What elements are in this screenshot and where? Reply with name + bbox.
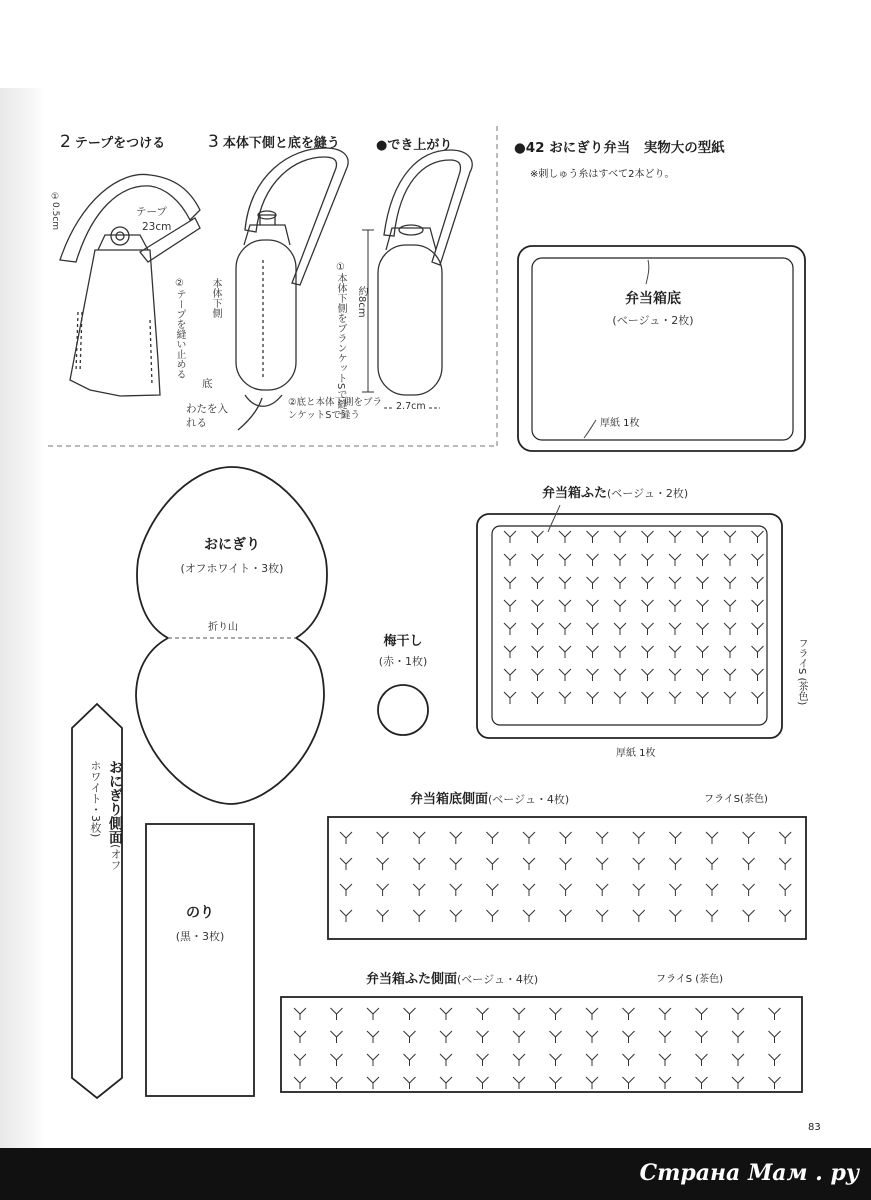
- fly-stitch-mark: [532, 531, 544, 543]
- fly-stitch-mark: [523, 910, 535, 922]
- fly-stitch-mark: [724, 600, 736, 612]
- fly-stitch-mark: [732, 1077, 744, 1089]
- fly-stitch-mark: [440, 1054, 452, 1066]
- fly-stitch-mark: [724, 669, 736, 681]
- fold-line-label: 折り山: [208, 622, 238, 633]
- fly-stitch-mark: [377, 910, 389, 922]
- fly-stitch-mark: [669, 531, 681, 543]
- fly-stitch-mark: [752, 692, 764, 704]
- fly-stitch-mark: [477, 1077, 489, 1089]
- fly-stitch-mark: [659, 1054, 671, 1066]
- width-dimension: 2.7cm: [396, 401, 426, 412]
- fly-stitch-mark: [669, 623, 681, 635]
- fly-stitch-mark: [513, 1008, 525, 1020]
- step2-note-sew: ②テープを縫い止める: [174, 278, 185, 379]
- fly-stitch-mark: [614, 692, 626, 704]
- fly-stitch-mark: [596, 884, 608, 896]
- fly-stitch-mark: [614, 669, 626, 681]
- fly-stitch-mark: [669, 910, 681, 922]
- fly-stitch-mark: [669, 577, 681, 589]
- fly-stitch-mark: [450, 858, 462, 870]
- fly-stitch-mark: [550, 1031, 562, 1043]
- fly-stitch-mark: [697, 669, 709, 681]
- fly-stitch-mark: [779, 910, 791, 922]
- box-lid-side-pattern: [281, 997, 802, 1092]
- fly-stitch-mark: [587, 554, 599, 566]
- fly-stitch-mark: [623, 1008, 635, 1020]
- fly-stitch-mark: [642, 554, 654, 566]
- fly-stitch-mark: [587, 577, 599, 589]
- fly-stitch-mark: [587, 646, 599, 658]
- fly-stitch-mark: [587, 692, 599, 704]
- fly-stitch-mark: [697, 600, 709, 612]
- fly-stitch-mark: [623, 1054, 635, 1066]
- bottom-sew-note: ②底と本体下側をブランケットSで縫う: [288, 397, 383, 421]
- fly-stitch-mark: [294, 1031, 306, 1043]
- fly-stitch-mark: [779, 884, 791, 896]
- fly-stitch-mark: [331, 1031, 343, 1043]
- height-dimension: 約8cm: [356, 286, 367, 318]
- box-lid-card: 厚紙 1枚: [616, 748, 656, 759]
- fly-stitch-mark: [642, 646, 654, 658]
- tape-label: テープ: [136, 206, 167, 218]
- fly-stitch-mark: [532, 646, 544, 658]
- tape-length: 23cm: [142, 221, 172, 233]
- box-lid-stitch: フライS (茶色): [796, 638, 807, 706]
- fly-stitch-mark: [331, 1054, 343, 1066]
- fly-stitch-mark: [696, 1054, 708, 1066]
- box-lid-pattern: [477, 514, 782, 738]
- fly-stitch-mark: [697, 623, 709, 635]
- fly-stitch-mark: [697, 646, 709, 658]
- fly-stitch-mark: [752, 623, 764, 635]
- fly-stitch-mark: [724, 531, 736, 543]
- fly-stitch-mark: [413, 858, 425, 870]
- umeboshi-pattern: [378, 685, 428, 735]
- umeboshi-label: 梅干し (赤・1枚): [378, 634, 428, 668]
- box-lid-label: 弁当箱ふた(ベージュ・2枚): [542, 486, 689, 501]
- fly-stitch-mark: [413, 884, 425, 896]
- fly-stitch-mark: [523, 858, 535, 870]
- fly-stitch-mark: [779, 858, 791, 870]
- box-lid-side-stitch: フライS (茶色): [656, 974, 724, 985]
- fly-stitch-mark: [504, 531, 516, 543]
- fly-stitch-mark: [532, 577, 544, 589]
- lid-fly-stitches: [504, 531, 764, 704]
- fly-stitch-mark: [404, 1054, 416, 1066]
- fly-stitch-mark: [550, 1077, 562, 1089]
- fly-stitch-mark: [450, 910, 462, 922]
- fly-stitch-mark: [532, 600, 544, 612]
- lid-side-fly-stitches: [294, 1008, 781, 1089]
- fly-stitch-mark: [696, 1031, 708, 1043]
- fly-stitch-mark: [477, 1008, 489, 1020]
- fly-stitch-mark: [659, 1008, 671, 1020]
- fly-stitch-mark: [559, 554, 571, 566]
- fly-stitch-mark: [659, 1031, 671, 1043]
- fly-stitch-mark: [669, 646, 681, 658]
- fly-stitch-mark: [587, 531, 599, 543]
- fly-stitch-mark: [623, 1031, 635, 1043]
- fly-stitch-mark: [706, 910, 718, 922]
- fly-stitch-mark: [532, 669, 544, 681]
- fly-stitch-mark: [669, 600, 681, 612]
- fly-stitch-mark: [404, 1008, 416, 1020]
- bottom-side-fly-stitches: [340, 832, 791, 922]
- fly-stitch-mark: [504, 669, 516, 681]
- fly-stitch-mark: [642, 623, 654, 635]
- fly-stitch-mark: [532, 692, 544, 704]
- fly-stitch-mark: [413, 910, 425, 922]
- fly-stitch-mark: [550, 1054, 562, 1066]
- box-bottom-card: 厚紙 1枚: [600, 418, 640, 429]
- fly-stitch-mark: [486, 884, 498, 896]
- onigiri-pattern: [136, 467, 327, 804]
- fly-stitch-mark: [669, 554, 681, 566]
- fly-stitch-mark: [331, 1008, 343, 1020]
- fly-stitch-mark: [669, 858, 681, 870]
- fly-stitch-mark: [669, 692, 681, 704]
- fly-stitch-mark: [669, 669, 681, 681]
- nori-label: のり (黒・3枚): [175, 905, 225, 943]
- fly-stitch-mark: [477, 1031, 489, 1043]
- fly-stitch-mark: [377, 858, 389, 870]
- step2-title: 2 テープをつける: [60, 132, 166, 152]
- step3-illustration: [236, 148, 348, 430]
- thread-note: ※刺しゅう糸はすべて2本どり。: [530, 169, 675, 180]
- fly-stitch-mark: [586, 1077, 598, 1089]
- fly-stitch-mark: [340, 910, 352, 922]
- fly-stitch-mark: [587, 600, 599, 612]
- fly-stitch-mark: [659, 1077, 671, 1089]
- fly-stitch-mark: [596, 858, 608, 870]
- pattern-header: ●42 おにぎり弁当 実物大の型紙: [514, 140, 725, 156]
- onigiri-label: おにぎり (オフホワイト・3枚): [180, 537, 284, 575]
- fly-stitch-mark: [614, 600, 626, 612]
- fly-stitch-mark: [752, 554, 764, 566]
- fly-stitch-mark: [340, 832, 352, 844]
- fly-stitch-mark: [633, 884, 645, 896]
- fly-stitch-mark: [633, 858, 645, 870]
- fly-stitch-mark: [294, 1077, 306, 1089]
- fly-stitch-mark: [377, 884, 389, 896]
- fly-stitch-mark: [769, 1054, 781, 1066]
- box-bottom-label: 弁当箱底 (ベージュ・2枚): [612, 291, 694, 327]
- fly-stitch-mark: [769, 1031, 781, 1043]
- page-number: 83: [808, 1122, 821, 1133]
- fly-stitch-mark: [440, 1077, 452, 1089]
- fly-stitch-mark: [743, 910, 755, 922]
- fly-stitch-mark: [752, 646, 764, 658]
- fly-stitch-mark: [367, 1054, 379, 1066]
- fly-stitch-mark: [587, 669, 599, 681]
- fly-stitch-mark: [669, 832, 681, 844]
- fly-stitch-mark: [732, 1008, 744, 1020]
- fly-stitch-mark: [367, 1008, 379, 1020]
- finished-title: ●でき上がり: [376, 138, 453, 153]
- fly-stitch-mark: [614, 623, 626, 635]
- fly-stitch-mark: [513, 1077, 525, 1089]
- box-bottom-side-pattern: [328, 817, 806, 939]
- fly-stitch-mark: [294, 1054, 306, 1066]
- box-bottom-side-stitch: フライS(茶色): [704, 794, 768, 805]
- fly-stitch-mark: [367, 1031, 379, 1043]
- fly-stitch-mark: [504, 646, 516, 658]
- fly-stitch-mark: [367, 1077, 379, 1089]
- fly-stitch-mark: [724, 692, 736, 704]
- fly-stitch-mark: [614, 646, 626, 658]
- fly-stitch-mark: [642, 600, 654, 612]
- fly-stitch-mark: [623, 1077, 635, 1089]
- step3-title: 3 本体下側と底を縫う: [208, 132, 340, 152]
- fly-stitch-mark: [724, 646, 736, 658]
- fly-stitch-mark: [440, 1008, 452, 1020]
- box-bottom-side-label: 弁当箱底側面(ベージュ・4枚): [410, 792, 570, 807]
- nori-pattern: [146, 824, 254, 1096]
- fly-stitch-mark: [513, 1054, 525, 1066]
- fly-stitch-mark: [752, 577, 764, 589]
- fly-stitch-mark: [486, 858, 498, 870]
- fly-stitch-mark: [450, 832, 462, 844]
- fly-stitch-mark: [340, 858, 352, 870]
- fly-stitch-mark: [743, 832, 755, 844]
- fly-stitch-mark: [752, 669, 764, 681]
- fly-stitch-mark: [559, 600, 571, 612]
- fly-stitch-mark: [596, 832, 608, 844]
- box-bottom-pattern: [518, 246, 805, 451]
- fly-stitch-mark: [294, 1008, 306, 1020]
- fly-stitch-mark: [779, 832, 791, 844]
- fly-stitch-mark: [513, 1031, 525, 1043]
- fly-stitch-mark: [586, 1054, 598, 1066]
- fly-stitch-mark: [559, 623, 571, 635]
- fly-stitch-mark: [697, 692, 709, 704]
- fly-stitch-mark: [697, 577, 709, 589]
- fly-stitch-mark: [724, 577, 736, 589]
- fly-stitch-mark: [706, 858, 718, 870]
- blanket-stitch-note: ①本体下側をブランケットSで縫う: [335, 262, 346, 420]
- fly-stitch-mark: [697, 554, 709, 566]
- stuffing-label: わたを入れる: [186, 403, 228, 429]
- fly-stitch-mark: [559, 646, 571, 658]
- fly-stitch-mark: [486, 832, 498, 844]
- fly-stitch-mark: [769, 1077, 781, 1089]
- fly-stitch-mark: [331, 1077, 343, 1089]
- fly-stitch-mark: [559, 577, 571, 589]
- fly-stitch-mark: [477, 1054, 489, 1066]
- fly-stitch-mark: [743, 884, 755, 896]
- fly-stitch-mark: [633, 910, 645, 922]
- fly-stitch-mark: [696, 1077, 708, 1089]
- fly-stitch-mark: [404, 1031, 416, 1043]
- fly-stitch-mark: [504, 600, 516, 612]
- fly-stitch-mark: [486, 910, 498, 922]
- fly-stitch-mark: [559, 669, 571, 681]
- fly-stitch-mark: [724, 554, 736, 566]
- fly-stitch-mark: [743, 858, 755, 870]
- fly-stitch-mark: [404, 1077, 416, 1089]
- fly-stitch-mark: [413, 832, 425, 844]
- fly-stitch-mark: [559, 531, 571, 543]
- fly-stitch-mark: [706, 832, 718, 844]
- fly-stitch-mark: [614, 554, 626, 566]
- fly-stitch-mark: [523, 832, 535, 844]
- fly-stitch-mark: [732, 1054, 744, 1066]
- fly-stitch-mark: [450, 884, 462, 896]
- fly-stitch-mark: [440, 1031, 452, 1043]
- fly-stitch-mark: [560, 884, 572, 896]
- fly-stitch-mark: [669, 884, 681, 896]
- fly-stitch-mark: [697, 531, 709, 543]
- fly-stitch-mark: [587, 623, 599, 635]
- fly-stitch-mark: [614, 531, 626, 543]
- fly-stitch-mark: [377, 832, 389, 844]
- fly-stitch-mark: [586, 1031, 598, 1043]
- fly-stitch-mark: [504, 577, 516, 589]
- fly-stitch-mark: [614, 577, 626, 589]
- fly-stitch-mark: [732, 1031, 744, 1043]
- body-lower-label: 本体下側: [210, 278, 221, 318]
- fly-stitch-mark: [560, 832, 572, 844]
- fly-stitch-mark: [504, 554, 516, 566]
- fly-stitch-mark: [504, 623, 516, 635]
- fly-stitch-mark: [769, 1008, 781, 1020]
- fly-stitch-mark: [596, 910, 608, 922]
- fly-stitch-mark: [752, 531, 764, 543]
- fly-stitch-mark: [559, 692, 571, 704]
- step2-note-side: ①0.5cm: [50, 192, 60, 231]
- fly-stitch-mark: [696, 1008, 708, 1020]
- fly-stitch-mark: [560, 910, 572, 922]
- box-lid-side-label: 弁当箱ふた側面(ベージュ・4枚): [366, 972, 539, 987]
- site-watermark: Страна Мам . ру: [639, 1160, 859, 1186]
- fly-stitch-mark: [532, 554, 544, 566]
- fly-stitch-mark: [523, 884, 535, 896]
- fly-stitch-mark: [532, 623, 544, 635]
- fly-stitch-mark: [586, 1008, 598, 1020]
- finished-illustration: [362, 150, 472, 408]
- fly-stitch-mark: [633, 832, 645, 844]
- fly-stitch-mark: [642, 577, 654, 589]
- fly-stitch-mark: [642, 692, 654, 704]
- fly-stitch-mark: [504, 692, 516, 704]
- onigiri-side-label: おにぎり側面(オフホワイト・3枚): [89, 760, 123, 871]
- fly-stitch-mark: [724, 623, 736, 635]
- fly-stitch-mark: [642, 669, 654, 681]
- fly-stitch-mark: [560, 858, 572, 870]
- fly-stitch-mark: [706, 884, 718, 896]
- fly-stitch-mark: [340, 884, 352, 896]
- bottom-label: 底: [202, 378, 213, 390]
- fly-stitch-mark: [752, 600, 764, 612]
- fly-stitch-mark: [642, 531, 654, 543]
- fly-stitch-mark: [550, 1008, 562, 1020]
